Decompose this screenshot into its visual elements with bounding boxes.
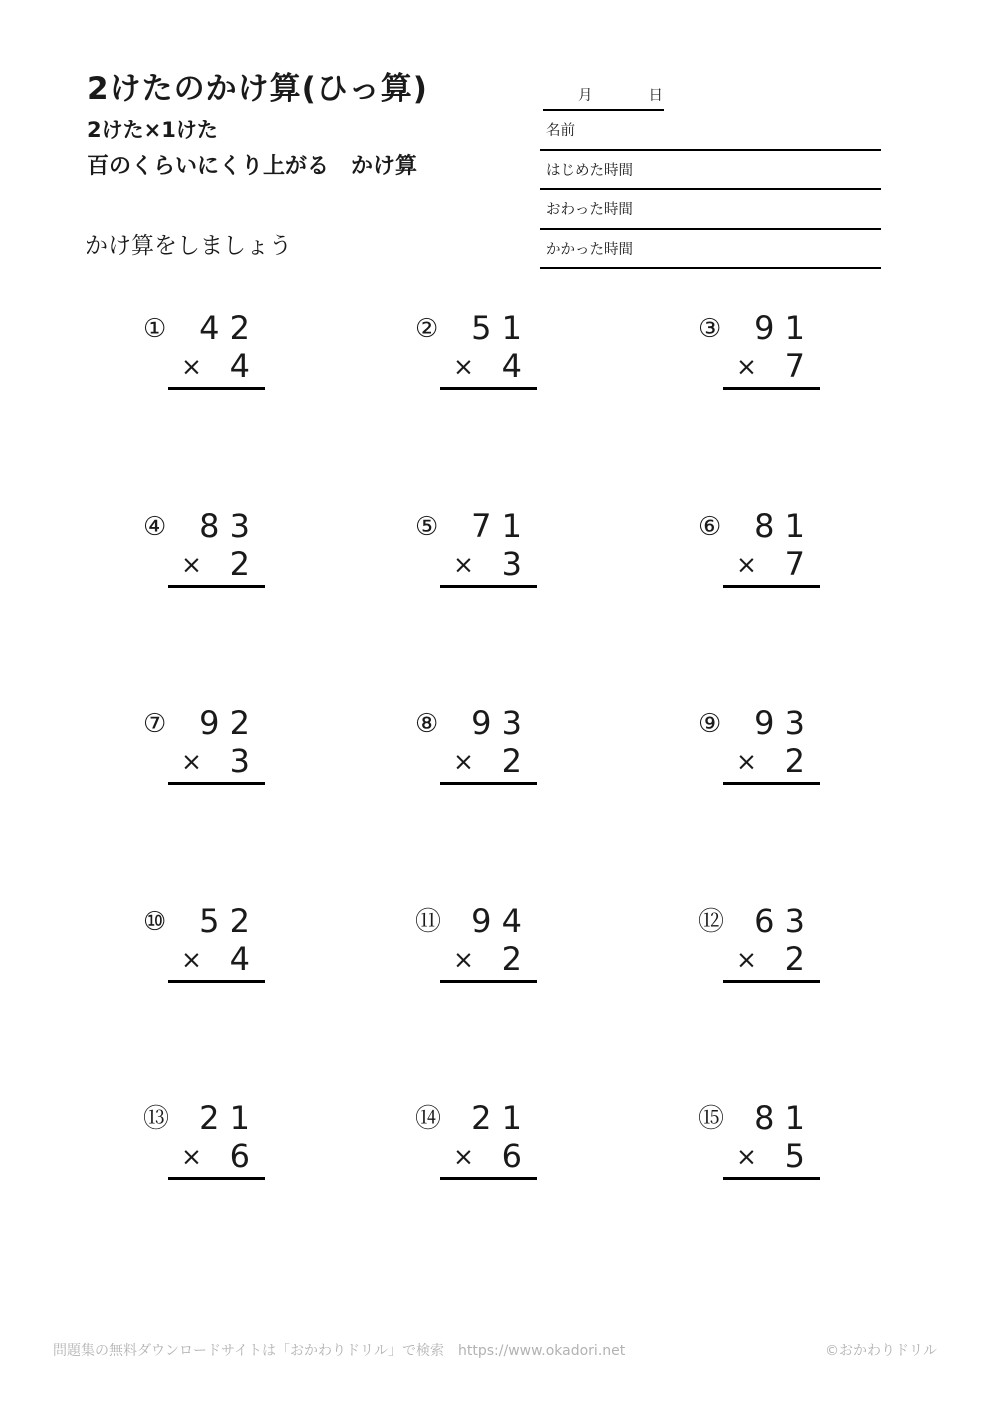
multiplicand: 5 1: [471, 309, 522, 347]
problem-13: [143, 1099, 273, 1198]
multiplicand: 8 3: [199, 506, 250, 545]
multiplication-sign: ×: [736, 944, 757, 974]
end-time-label: おわった時間: [546, 202, 633, 219]
problem-number: ⑭: [415, 1104, 442, 1134]
end-time-field: [540, 190, 881, 230]
multiplicand: 9 3: [754, 704, 805, 742]
problem-5: [415, 506, 545, 606]
multiplier: 2: [784, 742, 805, 780]
problem-number: ⑩: [143, 906, 167, 937]
subtitle-digits: 2けた×1けた: [87, 118, 218, 142]
multiplier: 3: [229, 742, 250, 780]
start-time-label: はじめた時間: [546, 162, 633, 179]
problem-number: ⑪: [415, 906, 442, 937]
answer-line: [440, 387, 537, 390]
multiplicand: 4 2: [199, 309, 250, 347]
problem-number: ④: [143, 511, 167, 542]
problem-6: [698, 506, 828, 606]
problem-number: ⑮: [698, 1104, 725, 1134]
multiplication-sign: ×: [453, 549, 474, 579]
problem-2: [415, 309, 545, 408]
problem-9: [698, 704, 828, 803]
answer-line: [168, 585, 265, 588]
subtitle-carry: 百のくらいにくり上がる かけ算: [87, 154, 418, 179]
elapsed-time-field: [540, 230, 881, 270]
multiplier: 2: [229, 544, 250, 583]
problem-number: ③: [698, 314, 722, 344]
multiplication-sign: ×: [453, 747, 474, 776]
start-time-field: [540, 151, 881, 191]
problem-number: ②: [415, 314, 439, 344]
multiplier: 6: [501, 1137, 522, 1175]
problem-10: [143, 901, 273, 1001]
name-label: 名前: [546, 123, 575, 140]
answer-line: [168, 782, 265, 785]
multiplication-sign: ×: [181, 1142, 202, 1171]
problem-number: ⑦: [143, 709, 167, 739]
multiplier: 7: [784, 544, 805, 583]
problem-1: [143, 309, 273, 408]
answer-line: [168, 387, 265, 390]
problem-number: ⑤: [415, 511, 439, 542]
answer-line: [440, 782, 537, 785]
multiplier: 3: [501, 544, 522, 583]
multiplication-sign: ×: [736, 352, 757, 381]
problem-number: ⑨: [698, 709, 722, 739]
multiplicand: 9 2: [199, 704, 250, 742]
name-field: [540, 111, 881, 151]
answer-line: [723, 585, 820, 588]
problem-11: [415, 901, 545, 1001]
elapsed-time-label: かかった時間: [546, 241, 633, 258]
multiplicand: 9 1: [754, 309, 805, 347]
answer-line: [723, 980, 820, 983]
problem-12: [698, 901, 828, 1001]
problem-8: [415, 704, 545, 803]
multiplier: 6: [229, 1137, 250, 1175]
date-field: [543, 83, 664, 111]
multiplicand: 9 3: [471, 704, 522, 742]
multiplication-sign: ×: [736, 549, 757, 579]
multiplier: 7: [784, 347, 805, 385]
answer-line: [723, 387, 820, 390]
answer-line: [440, 980, 537, 983]
answer-line: [440, 585, 537, 588]
footer-copyright: ©おかわりドリル: [825, 1343, 937, 1359]
multiplication-sign: ×: [453, 352, 474, 381]
problems-grid: [143, 309, 828, 1304]
multiplier: 4: [229, 347, 250, 385]
multiplier: 4: [501, 347, 522, 385]
problem-number: ⑥: [698, 511, 722, 542]
footer-site-info: 問題集の無料ダウンロードサイトは「おかわりドリル」で検索 https://www.okadori.net: [53, 1343, 626, 1359]
month-label: 月: [578, 88, 593, 104]
answer-line: [168, 1177, 265, 1180]
multiplier: 2: [501, 742, 522, 780]
header: [85, 71, 428, 259]
footer: [0, 1343, 1000, 1360]
page-title: 2けたのかけ算(ひっ算): [87, 71, 428, 107]
multiplier: 2: [501, 939, 522, 978]
multiplication-sign: ×: [736, 1142, 757, 1171]
info-form: [540, 83, 881, 269]
multiplier: 5: [784, 1137, 805, 1175]
multiplicand: 5 2: [199, 901, 250, 940]
answer-line: [440, 1177, 537, 1180]
problem-number: ①: [143, 314, 167, 344]
problem-7: [143, 704, 273, 803]
problem-number: ⑬: [143, 1104, 170, 1134]
multiplicand: 2 1: [199, 1099, 250, 1137]
problem-number: ⑧: [415, 709, 439, 739]
multiplier: 4: [229, 939, 250, 978]
multiplication-sign: ×: [181, 944, 202, 974]
problem-15: [698, 1099, 828, 1198]
multiplicand: 2 1: [471, 1099, 522, 1137]
multiplication-sign: ×: [453, 944, 474, 974]
multiplication-sign: ×: [181, 747, 202, 776]
problem-4: [143, 506, 273, 606]
multiplicand: 6 3: [754, 901, 805, 940]
problem-3: [698, 309, 828, 408]
multiplicand: 8 1: [754, 1099, 805, 1137]
multiplication-sign: ×: [736, 747, 757, 776]
multiplication-sign: ×: [181, 549, 202, 579]
multiplicand: 8 1: [754, 506, 805, 545]
multiplication-sign: ×: [181, 352, 202, 381]
multiplicand: 7 1: [471, 506, 522, 545]
multiplicand: 9 4: [471, 901, 522, 940]
problem-number: ⑫: [698, 906, 725, 937]
instruction-text: かけ算をしましょう: [85, 233, 292, 259]
answer-line: [723, 782, 820, 785]
multiplication-sign: ×: [453, 1142, 474, 1171]
day-label: 日: [648, 88, 663, 104]
multiplier: 2: [784, 939, 805, 978]
answer-line: [168, 980, 265, 983]
problem-14: [415, 1099, 545, 1198]
answer-line: [723, 1177, 820, 1180]
